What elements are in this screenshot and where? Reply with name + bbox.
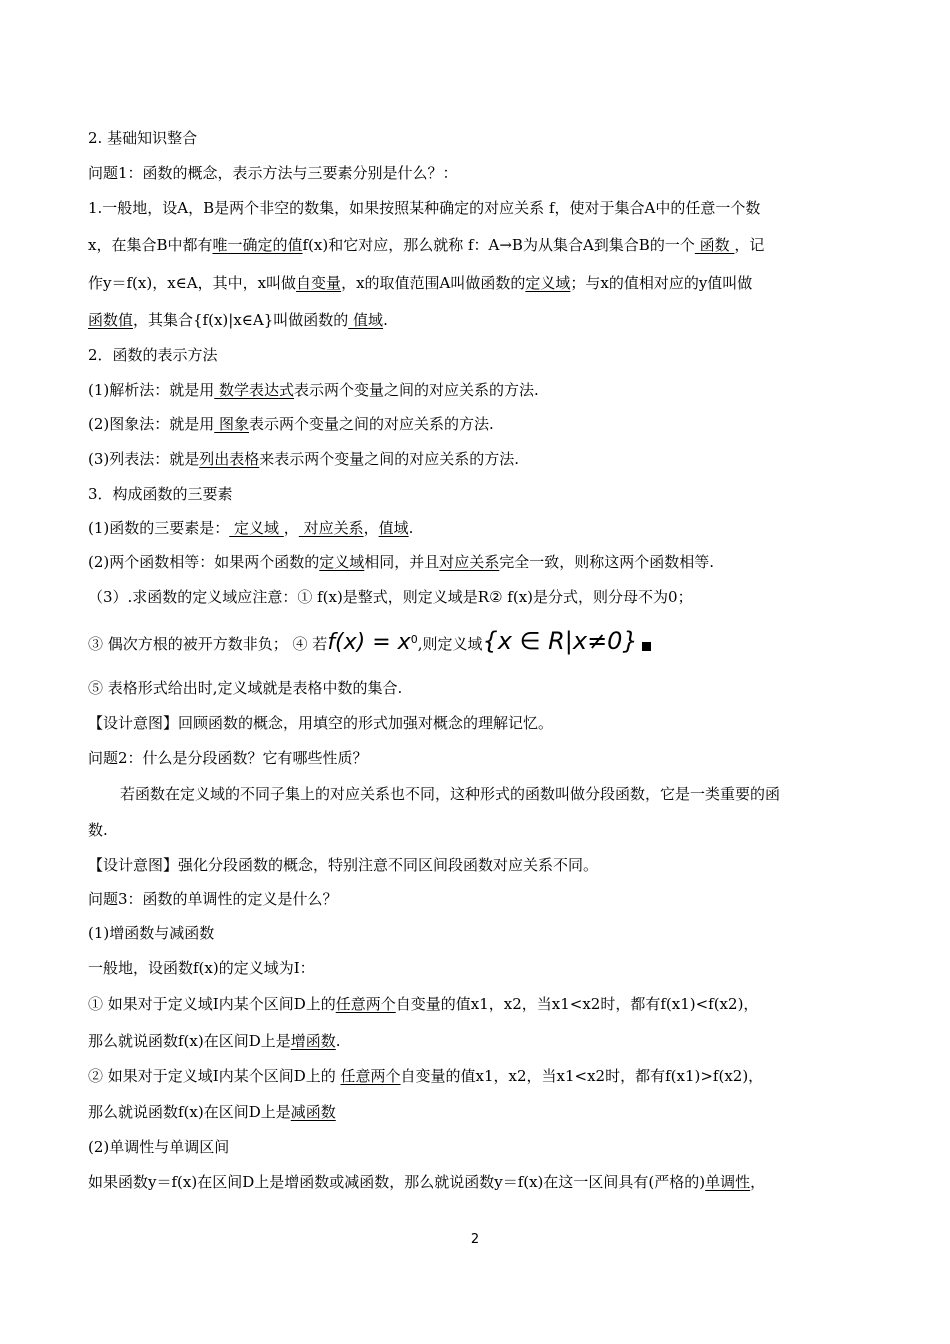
paragraph-line: 一般地，设函数f(x)的定义域为I： bbox=[88, 959, 315, 977]
subsection-title: (2)单调性与单调区间 bbox=[88, 1138, 230, 1156]
square-mark-icon bbox=[642, 642, 651, 651]
list-item: ⑤ 表格形式给出时,定义域就是表格中数的集合. bbox=[88, 679, 403, 697]
math-formula: f(x) = x bbox=[327, 630, 411, 655]
question-3: 问题3：函数的单调性的定义是什么？ bbox=[88, 890, 338, 908]
paragraph-line: x，在集合B中都有唯一确定的值f(x)和它对应，那么就称 f：A→B为从集合A到集合B的一个 函数 ，记 bbox=[88, 236, 765, 254]
paragraph-line: 那么就说函数f(x)在区间D上是增函数. bbox=[88, 1032, 341, 1050]
design-intent: 【设计意图】强化分段函数的概念，特别注意不同区间段函数对应关系不同。 bbox=[88, 856, 599, 874]
list-item-formula: ③ 偶次方根的被开方数非负； ④ 若$f(x) = x^0$,则定义域{x ∈ R|x≠0} bbox=[88, 626, 868, 656]
list-item: (1)函数的三要素是： 定义域 ， 对应关系，值域. bbox=[88, 519, 414, 537]
paragraph-line: 函数值，其集合{f(x)|x∈A}叫做函数的 值域. bbox=[88, 311, 388, 329]
paragraph-line: 数. bbox=[88, 821, 108, 839]
list-item: (3)列表法：就是列出表格来表示两个变量之间的对应关系的方法. bbox=[88, 450, 520, 468]
design-intent: 【设计意图】回顾函数的概念，用填空的形式加强对概念的理解记忆。 bbox=[88, 714, 554, 732]
question-2: 问题2：什么是分段函数？它有哪些性质？ bbox=[88, 749, 368, 767]
math-set: {x ∈ R|x≠0} bbox=[482, 627, 638, 655]
question-1: 问题1：函数的概念，表示方法与三要素分别是什么？： bbox=[88, 164, 458, 182]
subsection-title: 3．构成函数的三要素 bbox=[88, 485, 233, 503]
paragraph-line: 若函数在定义域的不同子集上的对应关系也不同，这种形式的函数叫做分段函数，它是一类重要的函 bbox=[120, 785, 781, 803]
list-item: (2)两个函数相等：如果两个函数的定义域相同，并且对应关系完全一致，则称这两个函数相等. bbox=[88, 553, 715, 571]
paragraph-line: 那么就说函数f(x)在区间D上是减函数 bbox=[88, 1103, 336, 1121]
paragraph-line: ② 如果对于定义域I内某个区间D上的 任意两个自变量的值x1，x2，当x1<x2时，都有f(x1)>f(x2)， bbox=[88, 1067, 764, 1085]
paragraph-line: 1.一般地，设A，B是两个非空的数集，如果按照某种确定的对应关系 f，使对于集合A中的任意一个数 bbox=[88, 199, 761, 217]
section-title: 2. 基础知识整合 bbox=[88, 129, 198, 147]
paragraph-line: ① 如果对于定义域I内某个区间D上的任意两个自变量的值x1，x2，当x1<x2时，都有f(x1)<f(x2)， bbox=[88, 995, 759, 1013]
list-item: (2)图象法：就是用 图象表示两个变量之间的对应关系的方法. bbox=[88, 415, 494, 433]
page-number: 2 bbox=[470, 1232, 480, 1247]
paragraph-line: 作y＝f(x)，x∈A，其中，x叫做自变量，x的取值范围A叫做函数的定义域；与x的值相对应的y值叫做 bbox=[88, 274, 753, 292]
list-item: （3）.求函数的定义域应注意：① f(x)是整式，则定义域是R② f(x)是分式，则分母不为0； bbox=[88, 588, 693, 606]
paragraph-line: 如果函数y＝f(x)在区间D上是增函数或减函数，那么就说函数y＝f(x)在这一区间具有(严格的)单调性， bbox=[88, 1173, 766, 1191]
list-item: (1)解析法：就是用 数学表达式表示两个变量之间的对应关系的方法. bbox=[88, 381, 539, 399]
subsection-title: 2．函数的表示方法 bbox=[88, 346, 218, 364]
subsection-title: (1)增函数与减函数 bbox=[88, 924, 215, 942]
